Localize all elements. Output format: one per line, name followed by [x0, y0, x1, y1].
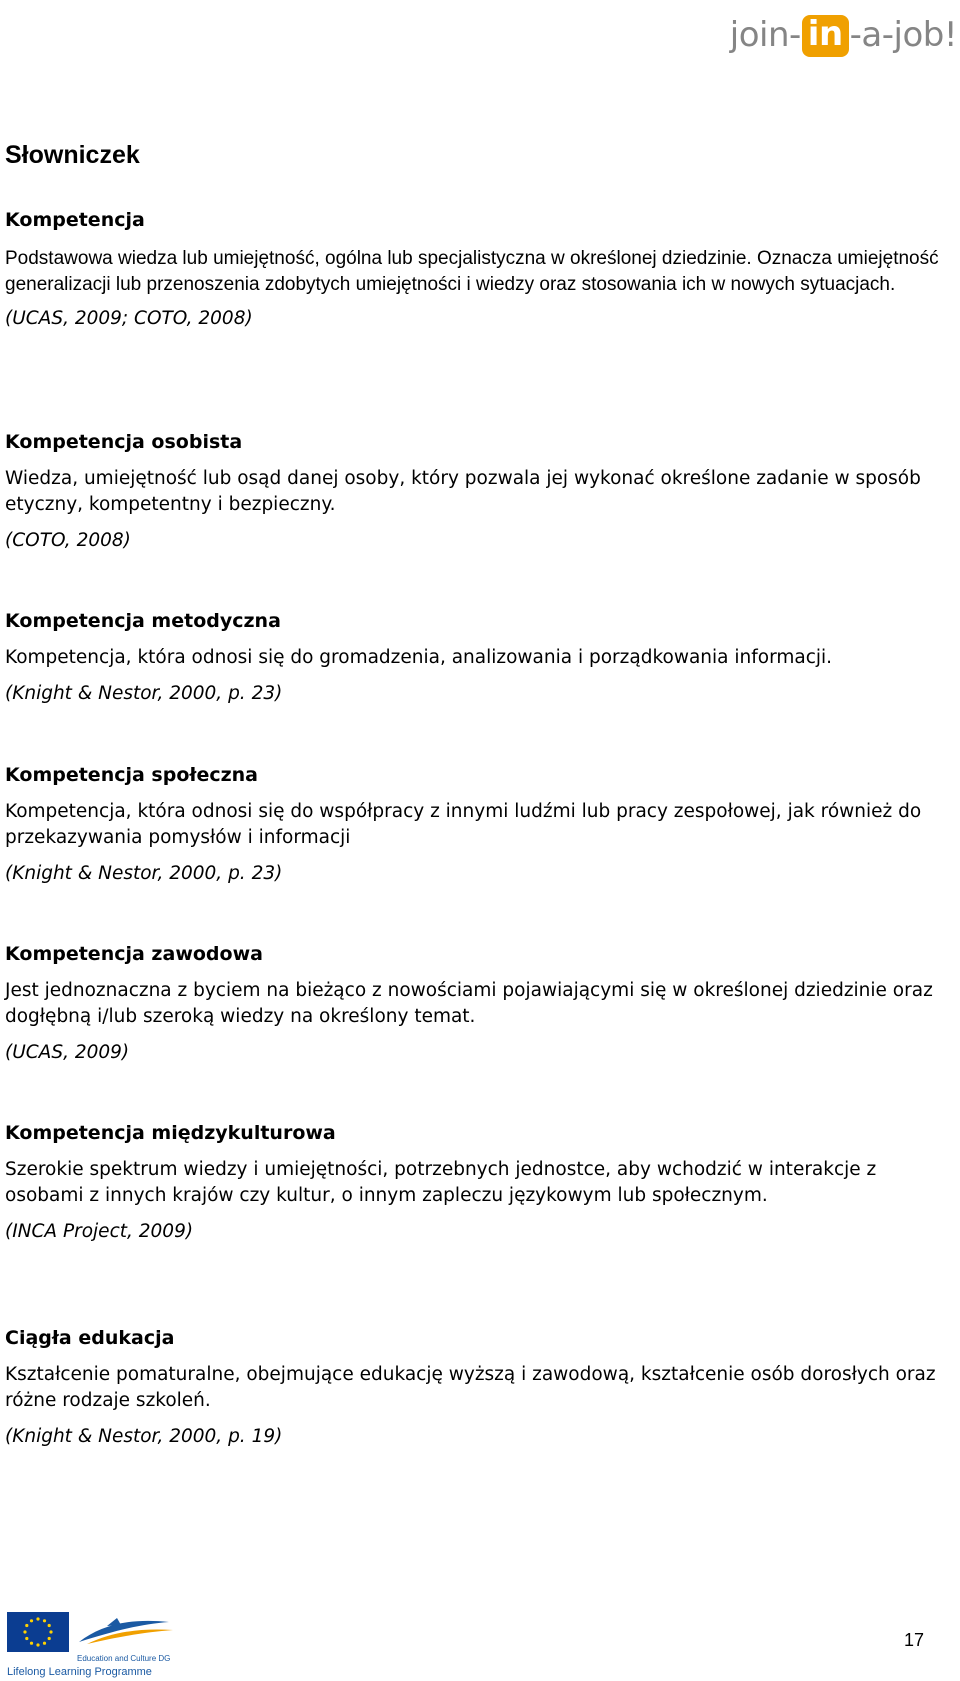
entry-term: Kompetencja zawodowa — [5, 943, 263, 965]
logo-text-prefix: join- — [729, 15, 801, 55]
entry-source: (Knight & Nestor, 2000, p. 23) — [5, 683, 283, 704]
entry-definition: Kompetencja, która odnosi się do współpracy z innymi ludźmi lub pracy zespołowej, jak również do przekazywania pomysłów i informacji — [5, 801, 922, 848]
entry-definition: Szerokie spektrum wiedzy i umiejętności, potrzebnych jednostce, aby wchodzić w interakcje z osobami z innych krajów czy kultur, o innym zapleczu językowym lub społecznym. — [5, 1159, 877, 1206]
glossary-entry-kompetencja-metodyczna — [5, 609, 960, 707]
eu-flag-icon — [7, 1612, 69, 1652]
glossary-entry-kompetencja-osobista — [5, 430, 960, 554]
entry-term: Kompetencja społeczna — [5, 764, 259, 786]
glossary-entry-kompetencja-zawodowa — [5, 942, 960, 1066]
logo-text-suffix: -a-job! — [849, 15, 957, 55]
entry-source: (UCAS, 2009; COTO, 2008) — [5, 308, 253, 329]
entry-term: Kompetencja — [5, 209, 145, 231]
education-culture-dg-label: Education and Culture DG — [77, 1654, 171, 1663]
entry-source: (COTO, 2008) — [5, 530, 131, 551]
page-title: Słowniczek — [5, 141, 140, 169]
glossary-entry-kompetencja — [5, 208, 960, 332]
entry-source: (UCAS, 2009) — [5, 1042, 130, 1063]
footer-logos — [5, 1610, 180, 1681]
entry-definition: Wiedza, umiejętność lub osąd danej osoby, który pozwala jej wykonać określone zadanie w sposób etyczny, kompetentny i bezpieczny. — [5, 468, 921, 515]
glossary-entry-ciagla-edukacja — [5, 1326, 960, 1450]
entry-source: (Knight & Nestor, 2000, p. 19) — [5, 1426, 283, 1447]
glossary-entry-kompetencja-miedzykulturowa — [5, 1121, 960, 1245]
page-number: 17 — [903, 1630, 924, 1650]
entry-term: Kompetencja metodyczna — [5, 610, 281, 632]
glossary-entry-kompetencja-spoleczna — [5, 763, 960, 887]
join-in-a-job-logo — [730, 0, 957, 70]
entry-term: Kompetencja międzykulturowa — [5, 1122, 336, 1144]
entry-definition: Jest jednoznaczna z byciem na bieżąco z nowościami pojawiającymi się w określonej dziedzinie oraz dogłębną i/lub szeroką wiedzy na określony temat. — [5, 980, 933, 1027]
entry-definition: Kształcenie pomaturalne, obejmujące edukację wyższą i zawodową, kształcenie osób dorosłych oraz różne rodzaje szkoleń. — [5, 1364, 936, 1411]
entry-source: (Knight & Nestor, 2000, p. 23) — [5, 863, 283, 884]
entry-definition: Kompetencja, która odnosi się do gromadzenia, analizowania i porządkowania informacji. — [5, 647, 833, 668]
education-culture-dg-logo-icon — [77, 1616, 177, 1646]
logo-in-badge: in — [802, 15, 849, 57]
entry-definition: Podstawowa wiedza lub umiejętność, ogólna lub specjalistyczna w określonej dziedzinie. Oznacza umiejętność generalizacji lub przenoszenia zdobytych umiejętności i wiedzy oraz stosowania ich w nowych sytuacjach. — [5, 248, 939, 295]
lifelong-learning-programme-label: Lifelong Learning Programme — [7, 1666, 152, 1678]
entry-source: (INCA Project, 2009) — [5, 1221, 194, 1242]
entry-term: Ciągła edukacja — [5, 1327, 175, 1349]
entry-term: Kompetencja osobista — [5, 431, 243, 453]
